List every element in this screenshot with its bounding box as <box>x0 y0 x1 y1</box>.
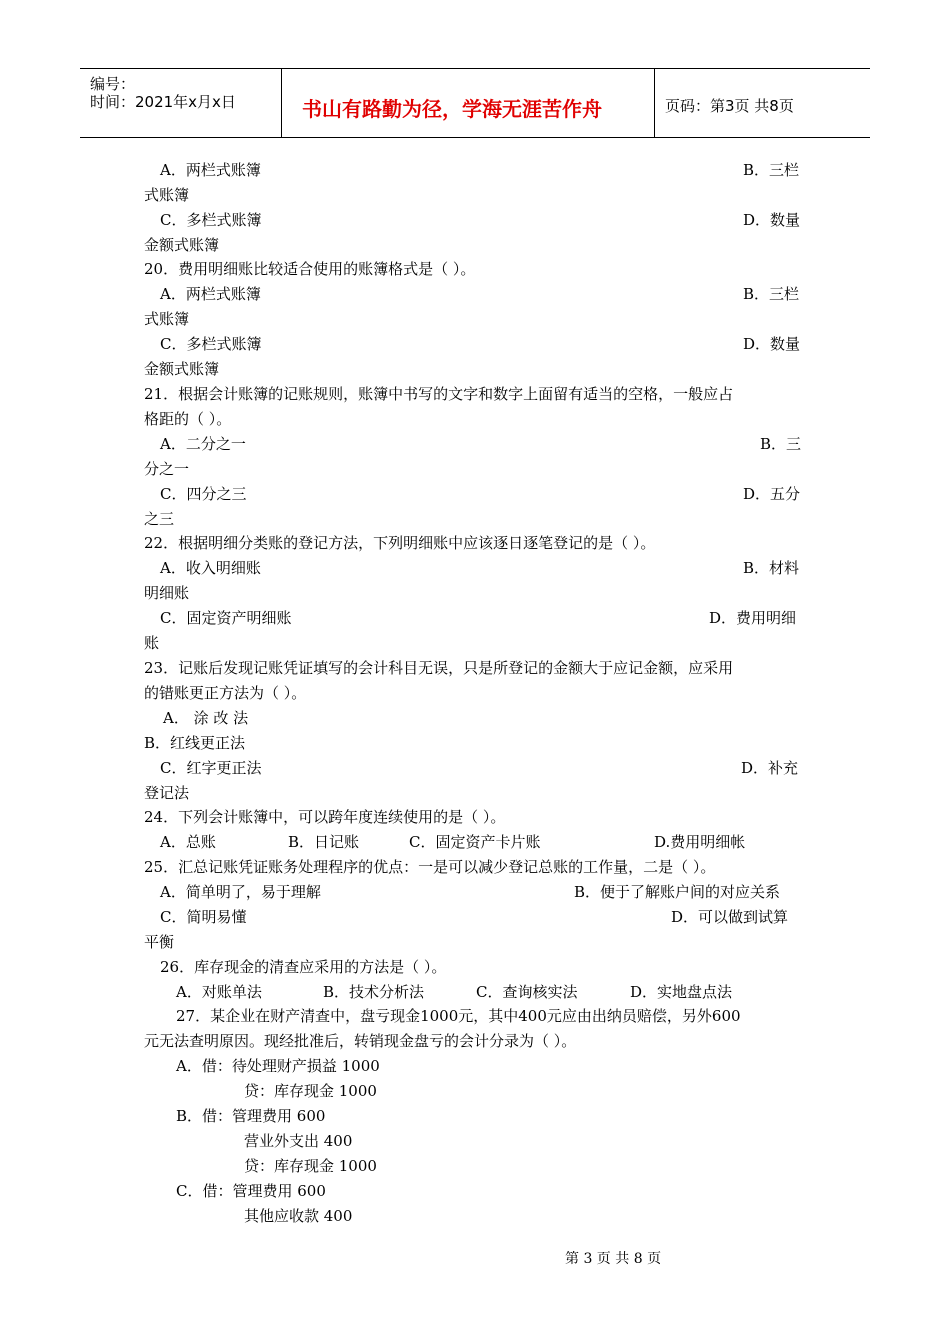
option-line: A．二分之一 <box>160 435 246 453</box>
question-line: 26．库存现金的清查应采用的方法是（ ）。 <box>160 958 447 976</box>
page-header <box>80 68 870 138</box>
question-line: 格距的（ ）。 <box>144 410 232 428</box>
option-line: D．补充 <box>741 759 799 777</box>
option-line: C．查询核实法 <box>476 983 578 1001</box>
option-line: A．两栏式账簿 <box>160 161 261 179</box>
option-line: B．三栏 <box>743 285 800 303</box>
option-line: D．数量 <box>743 211 801 229</box>
header-page-cell <box>655 69 870 137</box>
question-line: 24．下列会计账簿中，可以跨年度连续使用的是（ ）。 <box>144 808 506 826</box>
option-line: D．可以做到试算 <box>671 908 789 926</box>
option-line: A．对账单法 <box>176 983 262 1001</box>
option-line: B．红线更正法 <box>144 734 246 752</box>
option-line: 平衡 <box>144 933 175 951</box>
option-line: B．便于了解账户间的对应关系 <box>574 883 781 901</box>
option-line: C．借：管理费用 600 <box>176 1182 326 1200</box>
option-line: C．简明易懂 <box>160 908 247 926</box>
option-line: D．五分 <box>743 485 801 503</box>
option-line: 其他应收款 400 <box>244 1207 353 1225</box>
option-line: 贷：库存现金 1000 <box>244 1157 377 1175</box>
option-line: 式账簿 <box>144 310 190 328</box>
option-line: B．材料 <box>743 559 800 577</box>
date-label: 时间：2021年x月x日 <box>90 93 236 111</box>
motto: 书山有路勤为径，学海无涯苦作舟 <box>302 97 602 121</box>
option-line: D．实地盘点法 <box>630 983 733 1001</box>
question-line: 22．根据明细分类账的登记方法，下列明细账中应该逐日逐笔登记的是（ ）。 <box>144 534 656 552</box>
option-line: A．简单明了，易于理解 <box>160 883 321 901</box>
question-line: 23．记账后发现记账凭证填写的会计科目无误，只是所登记的金额大于应记金额，应采用 <box>144 659 734 677</box>
option-line: C．固定资产明细账 <box>160 609 292 627</box>
option-line: B．借：管理费用 600 <box>176 1107 326 1125</box>
option-line: A．总账 <box>160 833 216 851</box>
option-line: B．三栏 <box>743 161 800 179</box>
option-line: 贷：库存现金 1000 <box>244 1082 377 1100</box>
option-line: A．收入明细账 <box>160 559 261 577</box>
question-line: 20．费用明细账比较适合使用的账簿格式是（ ）。 <box>144 260 476 278</box>
option-line: C．多栏式账簿 <box>160 335 262 353</box>
option-line: 登记法 <box>144 784 190 802</box>
question-line: 21．根据会计账簿的记账规则，账簿中书写的文字和数字上面留有适当的空格，一般应占 <box>144 385 734 403</box>
option-line: 账 <box>144 634 160 652</box>
option-line: 金额式账簿 <box>144 236 220 254</box>
option-line: B．日记账 <box>288 833 360 851</box>
header-info-cell <box>80 69 282 137</box>
option-line: C．红字更正法 <box>160 759 262 777</box>
option-line: 金额式账簿 <box>144 360 220 378</box>
question-line: 25．汇总记账凭证账务处理程序的优点：一是可以减少登记总账的工作量，二是（ ）。 <box>144 858 716 876</box>
question-line: 的错账更正方法为（ ）。 <box>144 684 307 702</box>
option-line: D．费用明细 <box>709 609 797 627</box>
option-line: C．固定资产卡片账 <box>409 833 541 851</box>
option-line: 分之一 <box>144 460 190 478</box>
option-line: 营业外支出 400 <box>244 1132 353 1150</box>
page-footer: 第 3 页 共 8 页 <box>565 1251 662 1267</box>
question-line: 元无法查明原因。现经批准后，转销现金盘亏的会计分录为（ ）。 <box>144 1032 577 1050</box>
option-line: D.费用明细帐 <box>654 833 746 851</box>
number-label: 编号： <box>90 75 136 93</box>
option-line: 式账簿 <box>144 186 190 204</box>
option-line: 之三 <box>144 510 175 528</box>
question-line: 27．某企业在财产清查中，盘亏现金1000元，其中400元应由出纳员赔偿，另外600 <box>176 1007 741 1025</box>
option-line: C．多栏式账簿 <box>160 211 262 229</box>
page-code: 页码：第3页 共8页 <box>665 97 794 115</box>
option-line: B．三 <box>760 435 802 453</box>
option-line: A．两栏式账簿 <box>160 285 261 303</box>
option-line: C．四分之三 <box>160 485 247 503</box>
option-line: B．技术分析法 <box>323 983 425 1001</box>
option-line: D．数量 <box>743 335 801 353</box>
header-motto-cell <box>282 69 655 137</box>
option-line: A．借：待处理财产损益 1000 <box>176 1057 380 1075</box>
option-line: A． 涂 改 法 <box>163 709 249 727</box>
option-line: 明细账 <box>144 584 190 602</box>
